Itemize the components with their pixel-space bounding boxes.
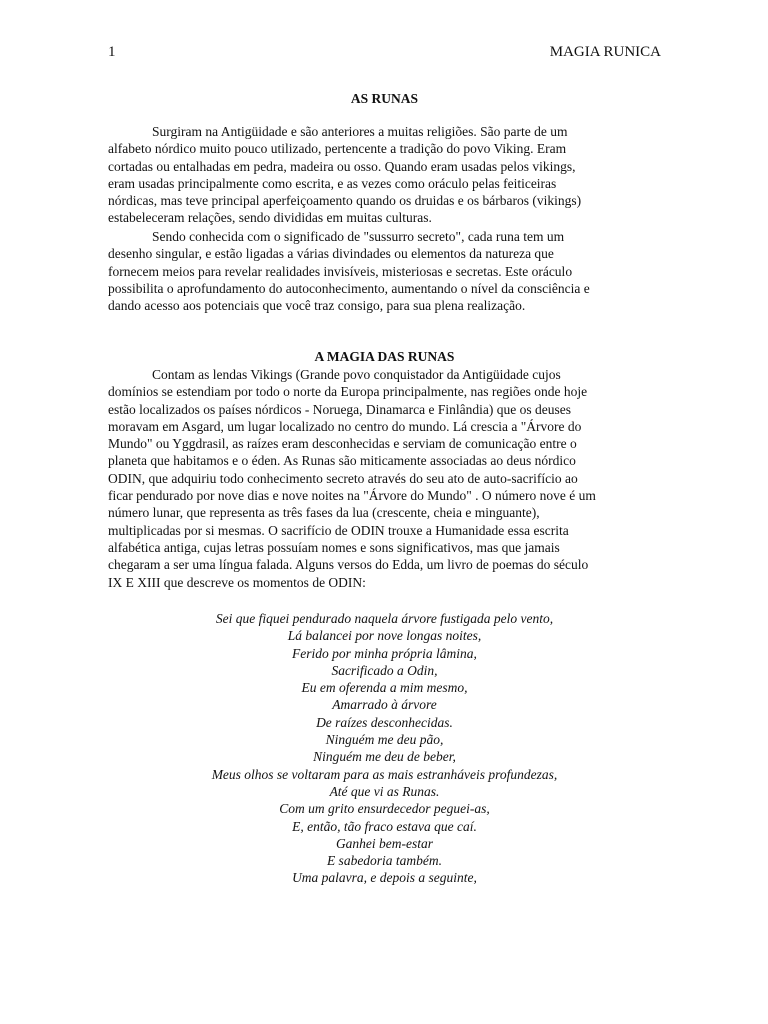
poem-verse: E sabedoria também. [326,853,443,869]
page-header [108,44,661,64]
poem-verse: Ferido por minha própria lâmina, [292,645,477,661]
poem-verse: Amarrado à árvore [332,697,437,713]
running-title: MAGIA RUNICA [549,44,661,60]
page-number: 1 [108,44,116,60]
poem-verse: Eu em oferenda a mim mesmo, [301,680,468,696]
text-line: alfabeto nórdico muito pouco utilizado, pertencente a tradição do povo Viking. Eram [108,141,567,157]
section-title-magia-das-runas: A MAGIA DAS RUNAS [314,349,455,364]
text-line: moravam em Asgard, um lugar localizado no centro do mundo. Lá crescia a "Árvore do [108,418,582,434]
poem-verse: Sacrificado a Odin, [331,662,438,678]
text-line: Surgiram na Antigüidade e são anteriores a muitas religiões. São parte de um [152,124,568,139]
text-line: desenho singular, e estão ligadas a várias divindades ou elementos da natureza que [108,246,554,262]
text-line: multiplicadas por si mesmas. O sacrifício de ODIN trouxe a Humanidade essa escrita [108,522,569,538]
text-line: ODIN, que adquiriu todo conhecimento secreto através do seu ato de auto-sacrifício ao [108,470,578,486]
poem-verse: De raízes desconhecidas. [316,714,453,730]
poem-verse: Meus olhos se voltaram para as mais estranháveis profundezas, [211,766,558,782]
poem-verse: Lá balancei por nove longas noites, [287,628,482,644]
poem-verse: Com um grito ensurdecedor peguei-as, [279,801,490,817]
text-line: possibilita o aprofundamento do autoconhecimento, aumentando o nível da consciência e [108,280,590,296]
text-line: dando acesso aos potenciais que você traz consigo, para sua plena realização. [108,298,526,314]
poem-verse: Ninguém me deu de beber, [313,749,456,765]
edda-poem [108,610,661,887]
text-line: chegaram a ser uma língua falada. Alguns versos do Edda, um livro de poemas do século [108,557,589,573]
poem-verse: Ganhei bem-estar [335,835,434,851]
poem-verse: Uma palavra, e depois a seguinte, [292,870,477,886]
text-line: cortadas ou entalhadas em pedra, madeira ou osso. Quando eram usadas pelos vikings, [108,158,576,174]
text-line: estabeleceram relações, sendo divididas em muitas culturas. [108,210,432,226]
text-line: estão localizados os países nórdicos - Noruega, Dinamarca e Finlândia) que os deuses [108,401,571,417]
text-line: eram usadas principalmente como escrita, e as vezes como oráculo pelas feiticeiras [108,175,557,191]
text-line: alfabética antiga, cujas letras possuíam nomes e sons significativos, mas que jamais [108,539,560,555]
text-line: número lunar, que representa as três fases da lua (crescente, cheia e minguante), [108,505,540,521]
text-line: IX E XIII que descreve os momentos de ODIN: [108,574,366,590]
poem-verse: Ninguém me deu pão, [325,732,444,748]
text-line: Sendo conhecida com o significado de "sussurro secreto", cada runa tem um [152,229,565,244]
text-line: planeta que habitamos e o éden. As Runas são miticamente associadas ao deus nórdico [108,453,576,469]
poem-verse: Sei que fiquei pendurado naquela árvore fustigada pelo vento, [215,611,554,626]
text-line: fornecem meios para revelar realidades invisíveis, misteriosas e secretas. Este oráculo [108,263,573,279]
text-line: nórdicas, mas teve principal aperfeiçoamento quando os druidas e os bárbaros (vikings) [108,193,582,209]
paragraph-origin [108,123,661,227]
section-title-as-runas: AS RUNAS [350,91,419,106]
paragraph-meaning [108,228,661,314]
text-line: Mundo" ou Yggdrasil, as raízes eram desconhecidas e serviam de comunicação entre o [108,436,577,452]
poem-verse: Até que vi as Runas. [329,783,440,799]
text-line: Contam as lendas Vikings (Grande povo conquistador da Antigüidade cujos [152,367,561,382]
poem-verse: E, então, tão fraco estava que caí. [292,818,477,834]
text-line: domínios se estendiam por todo o norte da Europa principalmente, nas regiões onde hoje [108,384,588,400]
paragraph-legend [108,366,661,591]
text-line: ficar pendurado por nove dias e nove noites na "Árvore do Mundo" . O número nove é um [108,488,596,504]
